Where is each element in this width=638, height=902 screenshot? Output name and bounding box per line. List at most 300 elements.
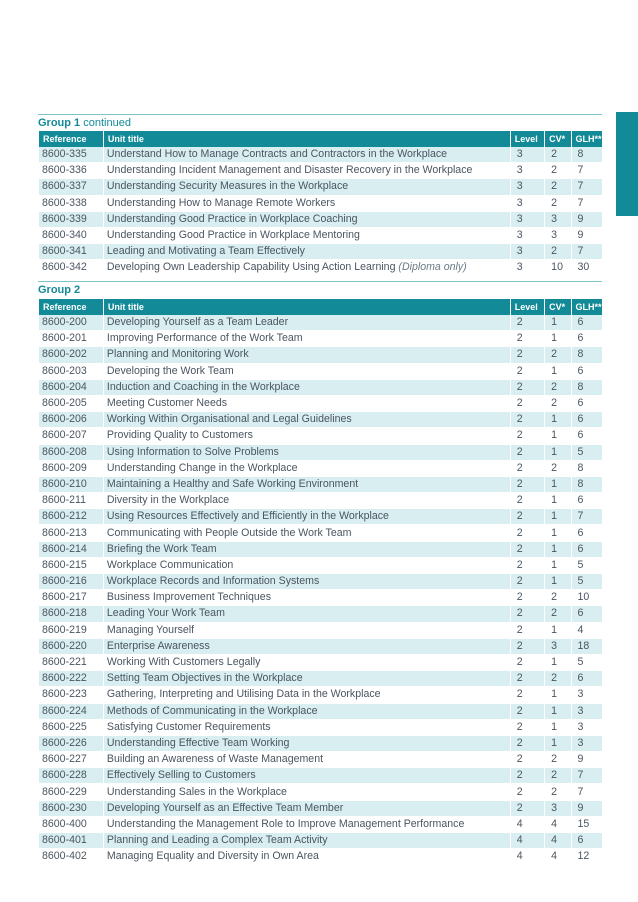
- cell-level-text: 2: [516, 801, 523, 814]
- cell-unit-title-text: Understanding Good Practice in Workplace Coaching: [106, 212, 358, 225]
- table-row: [39, 736, 602, 752]
- cell-reference-text: 8600-216: [42, 575, 87, 588]
- cell-cv-text: 1: [551, 720, 558, 733]
- cell-cv: [545, 542, 570, 558]
- cell-cv-text: 2: [551, 380, 558, 393]
- cell-unit-title: [104, 671, 510, 687]
- header-cv: CV*: [545, 299, 570, 315]
- group2-title: [38, 284, 80, 296]
- cell-cv-text: 2: [551, 180, 558, 193]
- cell-unit-title-text: Diversity in the Workplace: [106, 494, 230, 507]
- cell-glh-text: 8: [577, 477, 584, 490]
- table-row: [39, 817, 602, 833]
- cell-level-text: 2: [516, 656, 523, 669]
- cell-reference-text: 8600-203: [42, 364, 87, 377]
- cell-glh: [572, 768, 602, 784]
- cell-cv: [545, 331, 570, 347]
- cell-cv-text: 1: [551, 445, 558, 458]
- cell-reference: [39, 196, 103, 212]
- cell-glh-text: 7: [577, 769, 584, 782]
- cell-unit-title-text: Workplace Communication: [106, 558, 234, 571]
- table-row: [39, 212, 602, 228]
- cell-glh: [572, 509, 602, 525]
- cell-unit-title-text: Leading Your Work Team: [106, 607, 225, 620]
- cell-reference-text: 8600-337: [42, 180, 87, 193]
- cell-glh-text: 3: [577, 704, 584, 717]
- cell-reference-text: 8600-214: [42, 542, 87, 555]
- cell-cv-text: 2: [551, 348, 558, 361]
- cell-level: [511, 704, 544, 720]
- group2-table: [38, 299, 603, 865]
- cell-reference-text: 8600-222: [42, 672, 87, 685]
- cell-reference-text: 8600-402: [42, 850, 87, 863]
- cell-glh-text: 10: [577, 591, 590, 604]
- cell-level-text: 4: [516, 850, 523, 863]
- cell-glh-text: 3: [577, 736, 584, 749]
- cell-glh: [572, 461, 602, 477]
- cell-unit-title: [104, 574, 510, 590]
- cell-glh: [572, 228, 602, 244]
- table-row: [39, 525, 602, 541]
- cell-cv-text: 3: [551, 801, 558, 814]
- cell-unit-title-text: Methods of Communicating in the Workplace: [106, 704, 318, 717]
- cell-cv: [545, 396, 570, 412]
- cell-level-text: 2: [516, 688, 523, 701]
- cell-glh: [572, 147, 602, 163]
- cell-cv-text: 1: [551, 477, 558, 490]
- cell-reference-text: 8600-223: [42, 688, 87, 701]
- table-row: [39, 380, 602, 396]
- cell-level: [511, 655, 544, 671]
- cell-level-text: 2: [516, 607, 523, 620]
- cell-unit-title: [104, 315, 510, 331]
- cell-level-text: 2: [516, 704, 523, 717]
- cell-level-text: 2: [516, 316, 523, 329]
- cell-level: [511, 396, 544, 412]
- cell-glh: [572, 347, 602, 363]
- cell-level-text: 4: [516, 834, 523, 847]
- cell-glh: [572, 412, 602, 428]
- cell-reference-text: 8600-213: [42, 526, 87, 539]
- cell-reference-text: 8600-211: [42, 494, 86, 507]
- cell-glh-text: 9: [577, 229, 584, 242]
- cell-reference: [39, 212, 103, 228]
- cell-cv-text: 3: [551, 229, 558, 242]
- header-glh: GLH**: [572, 131, 602, 147]
- header-cv: CV*: [545, 131, 570, 147]
- cell-cv: [545, 179, 570, 195]
- cell-unit-title: [104, 196, 510, 212]
- cell-reference-text: 8600-204: [42, 380, 87, 393]
- cell-reference-text: 8600-339: [42, 212, 87, 225]
- cell-reference: [39, 244, 103, 260]
- cell-level: [511, 380, 544, 396]
- cell-level-text: 3: [516, 196, 523, 209]
- table-row: [39, 558, 602, 574]
- cell-reference-text: 8600-227: [42, 753, 87, 766]
- cell-unit-title: [104, 331, 510, 347]
- cell-reference: [39, 461, 103, 477]
- cell-reference: [39, 347, 103, 363]
- cell-level: [511, 768, 544, 784]
- cell-cv-text: 1: [551, 429, 558, 442]
- cell-reference-text: 8600-210: [42, 477, 87, 490]
- cell-glh-text: 6: [577, 834, 584, 847]
- cell-level-text: 2: [516, 526, 523, 539]
- group1-continued-text: continued: [83, 117, 131, 129]
- table-row: [39, 396, 602, 412]
- cell-unit-note: (Diploma only): [398, 261, 467, 274]
- cell-cv-text: 1: [551, 558, 558, 571]
- cell-cv: [545, 364, 570, 380]
- cell-glh-text: 6: [577, 526, 584, 539]
- header-reference: Reference: [39, 131, 103, 147]
- cell-reference: [39, 720, 103, 736]
- cell-level-text: 2: [516, 445, 523, 458]
- cell-glh-text: 6: [577, 364, 584, 377]
- cell-reference: [39, 671, 103, 687]
- cell-glh: [572, 736, 602, 752]
- cell-reference: [39, 817, 103, 833]
- cell-unit-title: [104, 260, 510, 276]
- cell-reference-text: 8600-207: [42, 429, 87, 442]
- cell-unit-title: [104, 849, 510, 865]
- cell-level: [511, 244, 544, 260]
- cell-unit-title: [104, 364, 510, 380]
- cell-cv-text: 1: [551, 494, 558, 507]
- cell-reference-text: 8600-401: [42, 834, 87, 847]
- cell-unit-title-text: Developing Yourself as a Team Leader: [106, 316, 289, 329]
- cell-reference-text: 8600-218: [42, 607, 87, 620]
- cell-cv-text: 2: [551, 164, 558, 177]
- cell-unit-title-text: Building an Awareness of Waste Management: [106, 753, 324, 766]
- cell-cv: [545, 428, 570, 444]
- cell-level: [511, 260, 544, 276]
- cell-cv-text: 2: [551, 196, 558, 209]
- cell-unit-title-text: Business Improvement Techniques: [106, 591, 271, 604]
- cell-glh-text: 6: [577, 397, 584, 410]
- cell-cv: [545, 493, 570, 509]
- cell-unit-title-text: Communicating with People Outside the Work Team: [106, 526, 352, 539]
- cell-unit-title-text: Developing Own Leadership Capability Using Action Learning: [106, 261, 396, 274]
- table-row: [39, 364, 602, 380]
- cell-unit-title-text: Understand How to Manage Contracts and Contractors in the Workplace: [106, 148, 448, 161]
- table-row: [39, 163, 602, 179]
- cell-level-text: 2: [516, 413, 523, 426]
- cell-unit-title: [104, 179, 510, 195]
- cell-glh-text: 7: [577, 164, 584, 177]
- cell-level: [511, 687, 544, 703]
- cell-glh: [572, 574, 602, 590]
- cell-reference-text: 8600-215: [42, 558, 87, 571]
- cell-level: [511, 461, 544, 477]
- cell-glh: [572, 558, 602, 574]
- cell-unit-title-text: Using Information to Solve Problems: [106, 445, 279, 458]
- cell-cv-text: 2: [551, 672, 558, 685]
- group2-header-row: [39, 299, 602, 315]
- cell-reference-text: 8600-225: [42, 720, 87, 733]
- table-row: [39, 671, 602, 687]
- cell-cv-text: 2: [551, 148, 558, 161]
- side-section-tab: [616, 112, 638, 216]
- cell-glh-text: 3: [577, 688, 584, 701]
- table-row: [39, 347, 602, 363]
- cell-level-text: 3: [516, 164, 523, 177]
- cell-reference: [39, 639, 103, 655]
- cell-level-text: 2: [516, 397, 523, 410]
- cell-glh: [572, 542, 602, 558]
- header-reference: Reference: [39, 299, 103, 315]
- cell-glh-text: 7: [577, 785, 584, 798]
- cell-unit-title: [104, 509, 510, 525]
- cell-unit-title: [104, 817, 510, 833]
- cell-unit-title: [104, 347, 510, 363]
- cell-level: [511, 558, 544, 574]
- cell-glh: [572, 623, 602, 639]
- cell-glh: [572, 428, 602, 444]
- cell-glh: [572, 364, 602, 380]
- cell-glh-text: 5: [577, 558, 584, 571]
- table-row: [39, 687, 602, 703]
- cell-cv: [545, 558, 570, 574]
- cell-cv-text: 1: [551, 623, 558, 636]
- cell-cv: [545, 412, 570, 428]
- cell-glh: [572, 445, 602, 461]
- cell-level: [511, 671, 544, 687]
- group1-title-text: Group 1: [38, 117, 81, 129]
- cell-level-text: 2: [516, 461, 523, 474]
- cell-glh-text: 7: [577, 180, 584, 193]
- cell-cv: [545, 147, 570, 163]
- cell-glh-text: 12: [577, 850, 590, 863]
- cell-cv-text: 3: [551, 212, 558, 225]
- cell-cv: [545, 768, 570, 784]
- cell-level-text: 3: [516, 212, 523, 225]
- cell-glh-text: 3: [577, 720, 584, 733]
- cell-reference: [39, 364, 103, 380]
- cell-cv: [545, 606, 570, 622]
- table-row: [39, 623, 602, 639]
- cell-cv-text: 2: [551, 245, 558, 258]
- cell-level: [511, 849, 544, 865]
- cell-cv-text: 1: [551, 364, 558, 377]
- cell-reference-text: 8600-201: [42, 332, 87, 345]
- cell-glh-text: 6: [577, 413, 584, 426]
- cell-reference: [39, 655, 103, 671]
- cell-level: [511, 720, 544, 736]
- cell-level-text: 3: [516, 180, 523, 193]
- cell-level-text: 4: [516, 817, 523, 830]
- cell-reference: [39, 558, 103, 574]
- cell-unit-title: [104, 163, 510, 179]
- cell-cv-text: 1: [551, 704, 558, 717]
- cell-level-text: 2: [516, 494, 523, 507]
- cell-level-text: 2: [516, 639, 523, 652]
- cell-cv: [545, 196, 570, 212]
- table-row: [39, 752, 602, 768]
- cell-level: [511, 315, 544, 331]
- cell-reference: [39, 493, 103, 509]
- cell-glh: [572, 817, 602, 833]
- cell-cv: [545, 655, 570, 671]
- cell-cv: [545, 574, 570, 590]
- table-row: [39, 477, 602, 493]
- cell-glh-text: 30: [577, 261, 590, 274]
- table-row: [39, 228, 602, 244]
- cell-cv-text: 10: [551, 261, 563, 274]
- cell-reference: [39, 428, 103, 444]
- table-row: [39, 768, 602, 784]
- cell-glh: [572, 179, 602, 195]
- cell-unit-title: [104, 833, 510, 849]
- cell-glh-text: 8: [577, 148, 584, 161]
- cell-unit-title-text: Managing Equality and Diversity in Own Area: [106, 850, 319, 863]
- cell-reference: [39, 260, 103, 276]
- header-unit-title: Unit title: [104, 299, 510, 315]
- cell-glh: [572, 315, 602, 331]
- cell-glh: [572, 639, 602, 655]
- cell-reference-text: 8600-228: [42, 769, 87, 782]
- cell-cv: [545, 380, 570, 396]
- table-row: [39, 196, 602, 212]
- cell-unit-title-text: Setting Team Objectives in the Workplace: [106, 672, 303, 685]
- table-row: [39, 655, 602, 671]
- cell-level: [511, 331, 544, 347]
- cell-glh: [572, 655, 602, 671]
- cell-cv: [545, 687, 570, 703]
- cell-level: [511, 364, 544, 380]
- cell-unit-title: [104, 477, 510, 493]
- cell-unit-title-text: Enterprise Awareness: [106, 639, 210, 652]
- cell-cv: [545, 720, 570, 736]
- cell-cv-text: 4: [551, 817, 558, 830]
- cell-cv: [545, 671, 570, 687]
- cell-level-text: 2: [516, 510, 523, 523]
- cell-level: [511, 212, 544, 228]
- cell-glh: [572, 244, 602, 260]
- cell-level-text: 2: [516, 429, 523, 442]
- cell-reference-text: 8600-230: [42, 801, 87, 814]
- cell-cv: [545, 590, 570, 606]
- cell-level: [511, 228, 544, 244]
- cell-cv-text: 1: [551, 510, 558, 523]
- cell-glh-text: 9: [577, 753, 584, 766]
- cell-unit-title-text: Planning and Monitoring Work: [106, 348, 249, 361]
- cell-reference: [39, 849, 103, 865]
- table-row: [39, 493, 602, 509]
- cell-unit-title: [104, 655, 510, 671]
- cell-cv-text: 4: [551, 834, 558, 847]
- cell-unit-title: [104, 590, 510, 606]
- cell-cv-text: 1: [551, 332, 558, 345]
- cell-glh: [572, 606, 602, 622]
- cell-unit-title: [104, 736, 510, 752]
- cell-level: [511, 542, 544, 558]
- table-row: [39, 147, 602, 163]
- cell-level: [511, 736, 544, 752]
- cell-level-text: 2: [516, 542, 523, 555]
- cell-cv: [545, 801, 570, 817]
- cell-glh: [572, 260, 602, 276]
- cell-glh: [572, 396, 602, 412]
- cell-glh-text: 8: [577, 380, 584, 393]
- table-row: [39, 833, 602, 849]
- cell-unit-title-text: Understanding the Management Role to Improve Management Performance: [106, 817, 465, 830]
- cell-cv: [545, 347, 570, 363]
- cell-unit-title: [104, 445, 510, 461]
- cell-unit-title-text: Providing Quality to Customers: [106, 429, 253, 442]
- cell-unit-title: [104, 212, 510, 228]
- table-row: [39, 445, 602, 461]
- cell-level: [511, 428, 544, 444]
- cell-glh: [572, 163, 602, 179]
- cell-cv-text: 2: [551, 607, 558, 620]
- cell-glh-text: 6: [577, 332, 584, 345]
- cell-cv: [545, 315, 570, 331]
- table-row: [39, 179, 602, 195]
- cell-glh-text: 9: [577, 212, 584, 225]
- cell-cv-text: 1: [551, 526, 558, 539]
- cell-reference-text: 8600-205: [42, 397, 87, 410]
- cell-cv: [545, 163, 570, 179]
- cell-reference: [39, 542, 103, 558]
- cell-reference: [39, 412, 103, 428]
- cell-glh: [572, 331, 602, 347]
- cell-cv-text: 1: [551, 575, 558, 588]
- cell-glh-text: 7: [577, 245, 584, 258]
- cell-unit-title: [104, 768, 510, 784]
- cell-reference: [39, 833, 103, 849]
- cell-glh-text: 7: [577, 510, 584, 523]
- cell-glh-text: 6: [577, 429, 584, 442]
- cell-level-text: 2: [516, 348, 523, 361]
- cell-glh-text: 18: [577, 639, 590, 652]
- cell-glh-text: 5: [577, 445, 584, 458]
- cell-unit-title: [104, 687, 510, 703]
- cell-cv: [545, 260, 570, 276]
- cell-reference-text: 8600-219: [42, 623, 87, 636]
- cell-reference: [39, 623, 103, 639]
- cell-glh: [572, 671, 602, 687]
- table-row: [39, 849, 602, 865]
- cell-unit-title-text: Effectively Selling to Customers: [106, 769, 256, 782]
- cell-level-text: 2: [516, 720, 523, 733]
- cell-unit-title-text: Developing Yourself as an Effective Team Member: [106, 801, 344, 814]
- cell-level-text: 2: [516, 623, 523, 636]
- cell-unit-title: [104, 542, 510, 558]
- table-row: [39, 720, 602, 736]
- cell-cv: [545, 817, 570, 833]
- cell-reference: [39, 687, 103, 703]
- cell-glh-text: 6: [577, 316, 584, 329]
- cell-reference: [39, 228, 103, 244]
- group2-top-rule: [38, 281, 602, 282]
- cell-cv-text: 4: [551, 850, 558, 863]
- cell-glh: [572, 801, 602, 817]
- cell-glh-text: 9: [577, 801, 584, 814]
- cell-unit-title-text: Managing Yourself: [106, 623, 195, 636]
- group1-header-row: [39, 131, 602, 147]
- cell-cv-text: 1: [551, 736, 558, 749]
- cell-reference: [39, 179, 103, 195]
- cell-unit-title-text: Developing the Work Team: [106, 364, 234, 377]
- cell-glh: [572, 196, 602, 212]
- cell-cv-text: 2: [551, 461, 558, 474]
- cell-reference: [39, 477, 103, 493]
- cell-unit-title: [104, 244, 510, 260]
- cell-level: [511, 477, 544, 493]
- header-level: Level: [511, 299, 544, 315]
